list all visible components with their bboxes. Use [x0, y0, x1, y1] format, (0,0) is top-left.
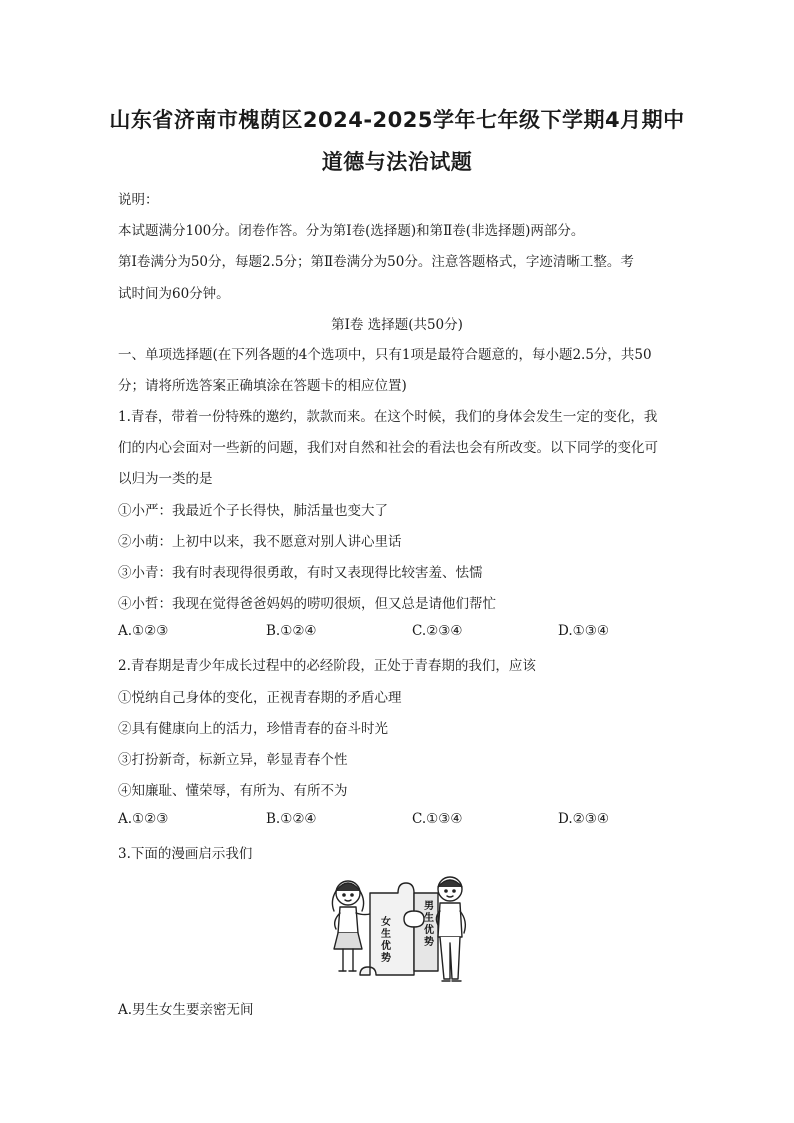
section-title: 第Ⅰ卷 选择题(共50分)	[331, 317, 463, 333]
right-piece-label	[424, 899, 434, 948]
q1-option-c: C.②③④	[412, 623, 463, 639]
q2-option-c: C.①③④	[412, 811, 463, 827]
q2-item-2: ②具有健康向上的活力，珍惜青春的奋斗时光	[118, 721, 388, 737]
q3-stem-line1: 3.下面的漫画启示我们	[118, 846, 253, 862]
left-piece-label-char1: 女	[381, 917, 391, 928]
left-piece-label	[381, 915, 391, 964]
q1-item-3: ③小青：我有时表现得很勇敢，有时又表现得比较害羞、怯懦	[118, 565, 483, 581]
q2-option-a: A.①②③	[118, 811, 169, 827]
q2-stem-line1: 2.青春期是青少年成长过程中的必经阶段，正处于青春期的我们，应该	[118, 658, 536, 674]
exam-title-line2: 道德与法治试题	[321, 150, 473, 174]
q2-option-d: D.②③④	[558, 811, 609, 827]
q1-option-d: D.①③④	[558, 623, 609, 639]
right-piece-label-char2: 生	[424, 913, 434, 924]
q1-stem-line3: 以归为一类的是	[118, 471, 213, 487]
q3-option-a: A.男生女生要亲密无间	[118, 1002, 254, 1018]
q1-item-1: ①小严：我最近个子长得快，肺活量也变大了	[118, 503, 388, 519]
right-piece-label-char1: 男	[424, 901, 434, 912]
q1-option-b: B.①②④	[266, 623, 317, 639]
q2-option-b: B.①②④	[266, 811, 317, 827]
puzzle-cartoon-image	[318, 871, 476, 987]
right-piece-label-char3: 优	[424, 925, 434, 936]
q1-item-2: ②小萌：上初中以来，我不愿意对别人讲心里话	[118, 534, 402, 550]
instructions-label: 说明：	[118, 192, 159, 208]
left-piece-label-char3: 优	[381, 941, 391, 952]
q2-item-4: ④知廉耻、懂荣辱，有所为、有所不为	[118, 783, 348, 799]
section-intro-line2: 分；请将所选答案正确填涂在答题卡的相应位置)	[118, 378, 407, 394]
q1-stem-line2: 们的内心会面对一些新的问题，我们对自然和社会的看法也会有所改变。以下同学的变化可	[118, 440, 658, 456]
instructions-line1: 本试题满分100分。闭卷作答。分为第Ⅰ卷(选择题)和第Ⅱ卷(非选择题)两部分。	[118, 223, 585, 239]
q2-item-3: ③打扮新奇，标新立异，彰显青春个性	[118, 752, 348, 768]
q2-item-1: ①悦纳自己身体的变化，正视青春期的矛盾心理	[118, 690, 402, 706]
instructions-line2: 第Ⅰ卷满分为50分，每题2.5分；第Ⅱ卷满分为50分。注意答题格式，字迹清晰工整。考	[118, 254, 634, 270]
boy-figure	[436, 877, 465, 981]
left-piece-label-char2: 生	[381, 929, 391, 940]
left-piece-label-char4: 势	[381, 953, 391, 964]
exam-title-line1: 山东省济南市槐荫区2024-2025学年七年级下学期4月期中	[109, 108, 685, 132]
right-piece-label-char4: 势	[424, 937, 434, 948]
q1-item-4: ④小哲：我现在觉得爸爸妈妈的唠叨很烦，但又总是请他们帮忙	[118, 596, 496, 612]
q1-stem-line1: 1.青春，带着一份特殊的邀约，款款而来。在这个时候，我们的身体会发生一定的变化，我	[118, 409, 658, 425]
instructions-line3: 试时间为60分钟。	[118, 286, 230, 302]
section-intro-line1: 一、单项选择题(在下列各题的4个选项中，只有1项是最符合题意的，每小题2.5分，共50	[118, 347, 652, 363]
q1-option-a: A.①②③	[118, 623, 169, 639]
